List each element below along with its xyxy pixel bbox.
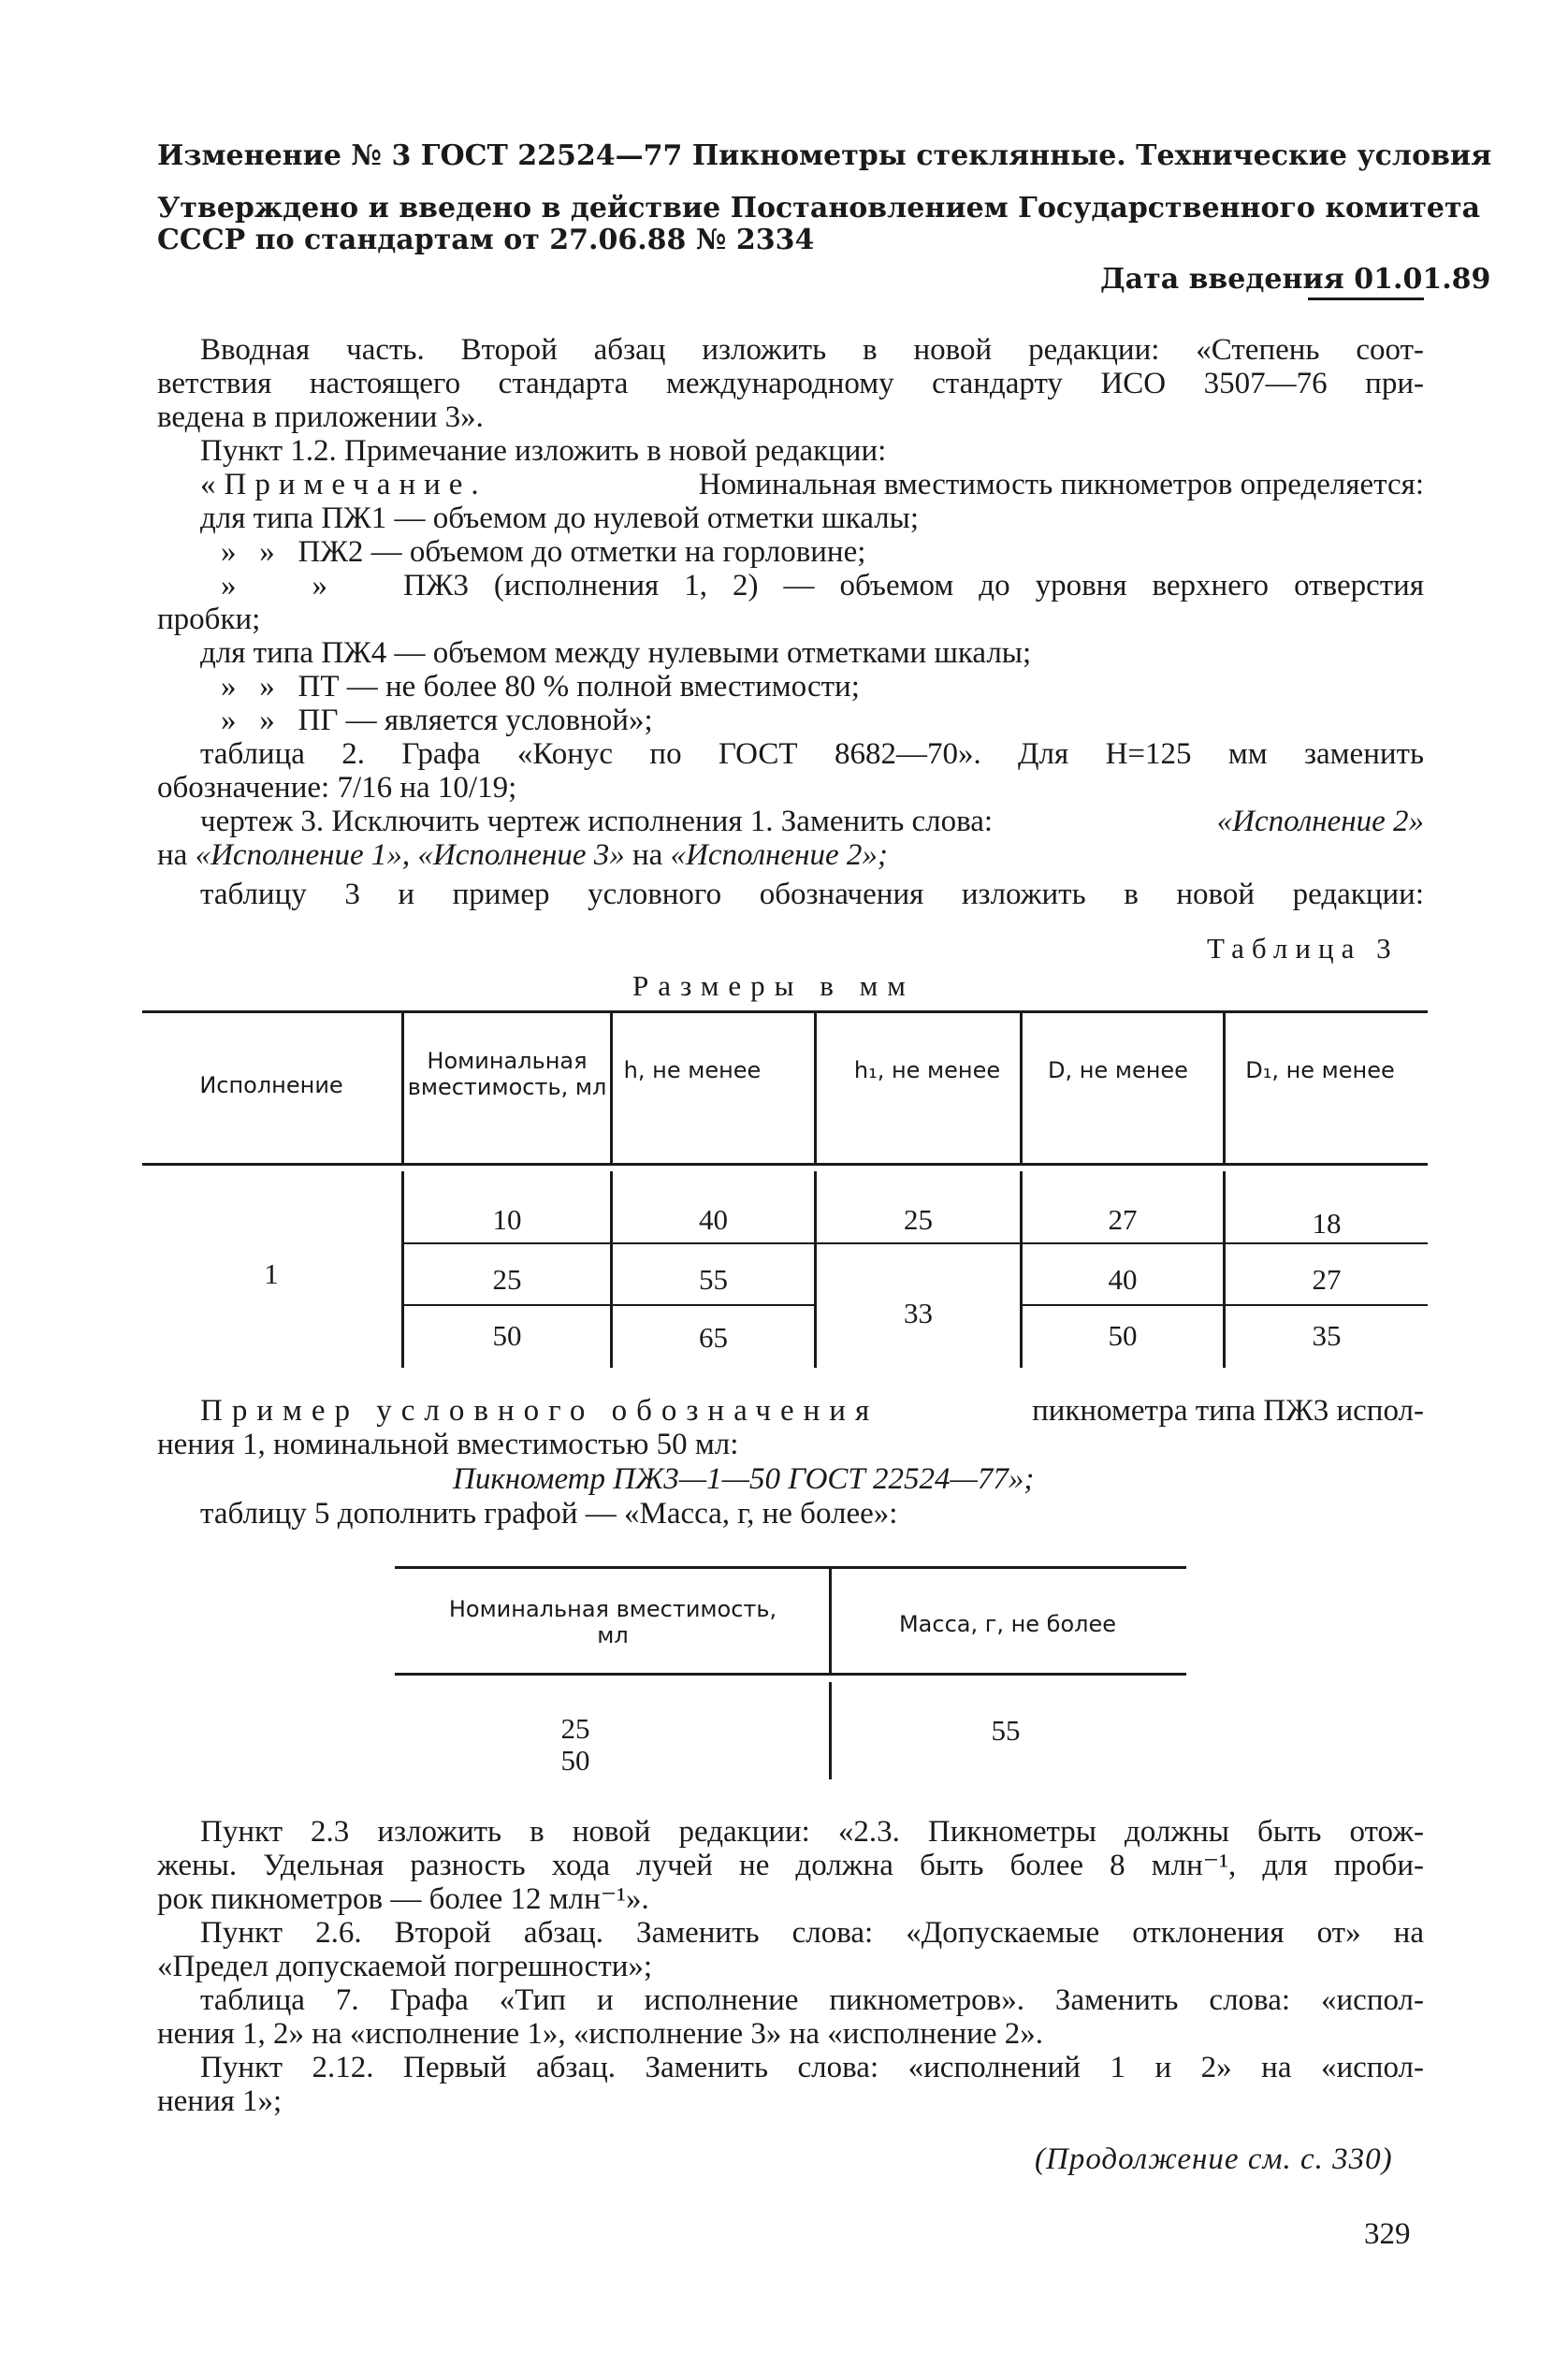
- text-line: Пункт 2.12. Первый абзац. Заменить слова: «исполнений 1 и 2» на «испол-: [200, 2051, 1424, 2084]
- table5-header-volume: Номинальная вместимость,: [448, 1596, 777, 1622]
- table-cell: 50: [492, 1319, 522, 1352]
- table-cell: 40: [1108, 1263, 1138, 1296]
- table-top-rule: [142, 1010, 1428, 1013]
- text-line: нения 1, номинальной вместимостью 50 мл:: [157, 1428, 739, 1461]
- col-header: D, не менее: [1048, 1057, 1188, 1083]
- table-units: Размеры в мм: [632, 969, 915, 1002]
- text-line: [200, 805, 1424, 838]
- text-line: нения 1, 2» на «исполнение 1», «исполнение 3» на «исполнение 2».: [157, 2017, 1043, 2051]
- table-cell: 65: [699, 1321, 728, 1354]
- table-divider: [1020, 1013, 1023, 1163]
- table-cell: 27: [1108, 1203, 1138, 1236]
- text-part-italic: «Исполнение 2»;: [670, 838, 888, 872]
- amendment-title: Изменение № 3 ГОСТ 22524—77 Пикнометры стеклянные. Технические условия: [157, 139, 1492, 172]
- text-part: чертеж 3. Исключить чертеж исполнения 1. Заменить слова:: [200, 805, 994, 838]
- table5-header-rule: [395, 1673, 1186, 1676]
- col-header: h₁, не менее: [853, 1057, 1001, 1083]
- table-cell: 25: [904, 1203, 933, 1236]
- table5-cell: 50: [560, 1744, 590, 1777]
- text-line: таблицу 3 и пример условного обозначения изложить в новой редакции:: [200, 878, 1424, 911]
- row-rule: [404, 1242, 1428, 1244]
- table5-cell: 55: [991, 1714, 1021, 1747]
- text-line: [157, 838, 888, 872]
- table-cell-execution: 1: [264, 1257, 279, 1290]
- text-line: таблица 7. Графа «Тип и исполнение пикнометров». Заменить слова: «испол-: [200, 1983, 1424, 2017]
- row-rule: [1023, 1304, 1428, 1306]
- text-line: пробки;: [157, 602, 261, 636]
- text-line: нения 1»;: [157, 2084, 283, 2118]
- effective-date-label: Дата введения: [1100, 263, 1344, 296]
- text-line: таблицу 5 дополнить графой — «Масса, г, не более»:: [200, 1497, 898, 1531]
- table-divider: [814, 1171, 817, 1368]
- table-cell: 50: [1108, 1319, 1138, 1352]
- table5-header-mass: Масса, г, не более: [898, 1611, 1117, 1637]
- note-line: [200, 468, 1424, 501]
- text-line: ведена в приложении 3».: [157, 400, 484, 434]
- example-line: [200, 1394, 1424, 1428]
- example-label: Пример условного обозначения: [200, 1394, 879, 1428]
- text-line: обозначение: 7/16 на 10/19;: [157, 771, 517, 805]
- note-label: «Примечание.: [200, 468, 487, 501]
- text-line: Пункт 1.2. Примечание изложить в новой редакции:: [200, 434, 887, 468]
- table5-top-rule: [395, 1566, 1186, 1569]
- date-underline: [1308, 298, 1424, 300]
- effective-date-value: 01.01.89: [1354, 263, 1491, 296]
- table-divider: [1223, 1013, 1226, 1163]
- table5-header-volume-unit: мл: [597, 1622, 629, 1648]
- table5-divider: [829, 1569, 832, 1673]
- table-cell: 18: [1312, 1207, 1342, 1240]
- table-cell: 27: [1312, 1263, 1342, 1296]
- text-line: » » ПГ — является условной»;: [221, 704, 653, 737]
- text-line: жены. Удельная разность хода лучей не должна быть более 8 млн⁻¹, для проби-: [157, 1849, 1424, 1882]
- text-line: таблица 2. Графа «Конус по ГОСТ 8682—70». Для Н=125 мм заменить: [200, 737, 1424, 771]
- text-part: на: [632, 838, 663, 872]
- table-cell: 35: [1312, 1319, 1342, 1352]
- table5-cell: 25: [560, 1712, 590, 1745]
- table-header-rule: [142, 1163, 1428, 1166]
- example-text: пикнометра типа ПЖ3 испол-: [1032, 1394, 1424, 1428]
- table5-divider: [829, 1682, 832, 1779]
- text-line: » » ПЖ2 — объемом до отметки на горловине;: [221, 535, 866, 569]
- approval-line-1: Утверждено и введено в действие Постановлением Государственного комитета: [157, 192, 1481, 225]
- designation-example: Пикнометр ПЖ3—1—50 ГОСТ 22524—77»;: [453, 1462, 1035, 1496]
- text-line: для типа ПЖ1 — объемом до нулевой отметки шкалы;: [200, 501, 919, 535]
- col-header: h, не менее: [623, 1057, 762, 1083]
- table-cell: 10: [492, 1203, 522, 1236]
- text-line: рок пикнометров — более 12 млн⁻¹».: [157, 1882, 649, 1916]
- page-number: 329: [1364, 2217, 1411, 2251]
- text-line: Пункт 2.6. Второй абзац. Заменить слова: «Допускаемые отклонения от» на: [200, 1916, 1424, 1950]
- col-header: D₁, не менее: [1245, 1057, 1395, 1083]
- continuation-note: (Продолжение см. с. 330): [1035, 2142, 1393, 2176]
- text-line: Пункт 2.3 изложить в новой редакции: «2.3. Пикнометры должны быть отож-: [200, 1815, 1424, 1849]
- table-caption: Таблица 3: [1207, 932, 1399, 965]
- col-header: Исполнение: [199, 1072, 343, 1098]
- table-cell: 40: [699, 1203, 728, 1236]
- table-cell-merged: 33: [904, 1297, 933, 1329]
- text-part: на: [157, 838, 188, 872]
- table-divider: [814, 1013, 817, 1163]
- col-header: Номинальная вместимость, мл: [407, 1048, 607, 1100]
- text-line: ветствия настоящего стандарта международному стандарту ИСО 3507—76 при-: [157, 367, 1424, 400]
- text-part-italic: «Исполнение 2»: [1216, 805, 1424, 838]
- row-rule: [404, 1304, 814, 1306]
- text-line: для типа ПЖ4 — объемом между нулевыми отметками шкалы;: [200, 636, 1032, 670]
- approval-line-2: СССР по стандартам от 27.06.88 № 2334: [157, 224, 815, 256]
- text-line: Вводная часть. Второй абзац изложить в новой редакции: «Степень соот-: [200, 333, 1424, 367]
- table-cell: 25: [492, 1263, 522, 1296]
- note-text: Номинальная вместимость пикнометров определяется:: [698, 468, 1424, 501]
- text-line: «Предел допускаемой погрешности»;: [157, 1950, 653, 1983]
- text-line: » » ПТ — не более 80 % полной вместимости;: [221, 670, 860, 704]
- text-line: » » ПЖ3 (исполнения 1, 2) — объемом до уровня верхнего отверстия: [221, 569, 1424, 602]
- effective-date: [1100, 264, 1490, 296]
- text-part-italic: «Исполнение 1», «Исполнение 3»: [195, 838, 625, 872]
- table-cell: 55: [699, 1263, 728, 1296]
- table-divider: [610, 1013, 613, 1163]
